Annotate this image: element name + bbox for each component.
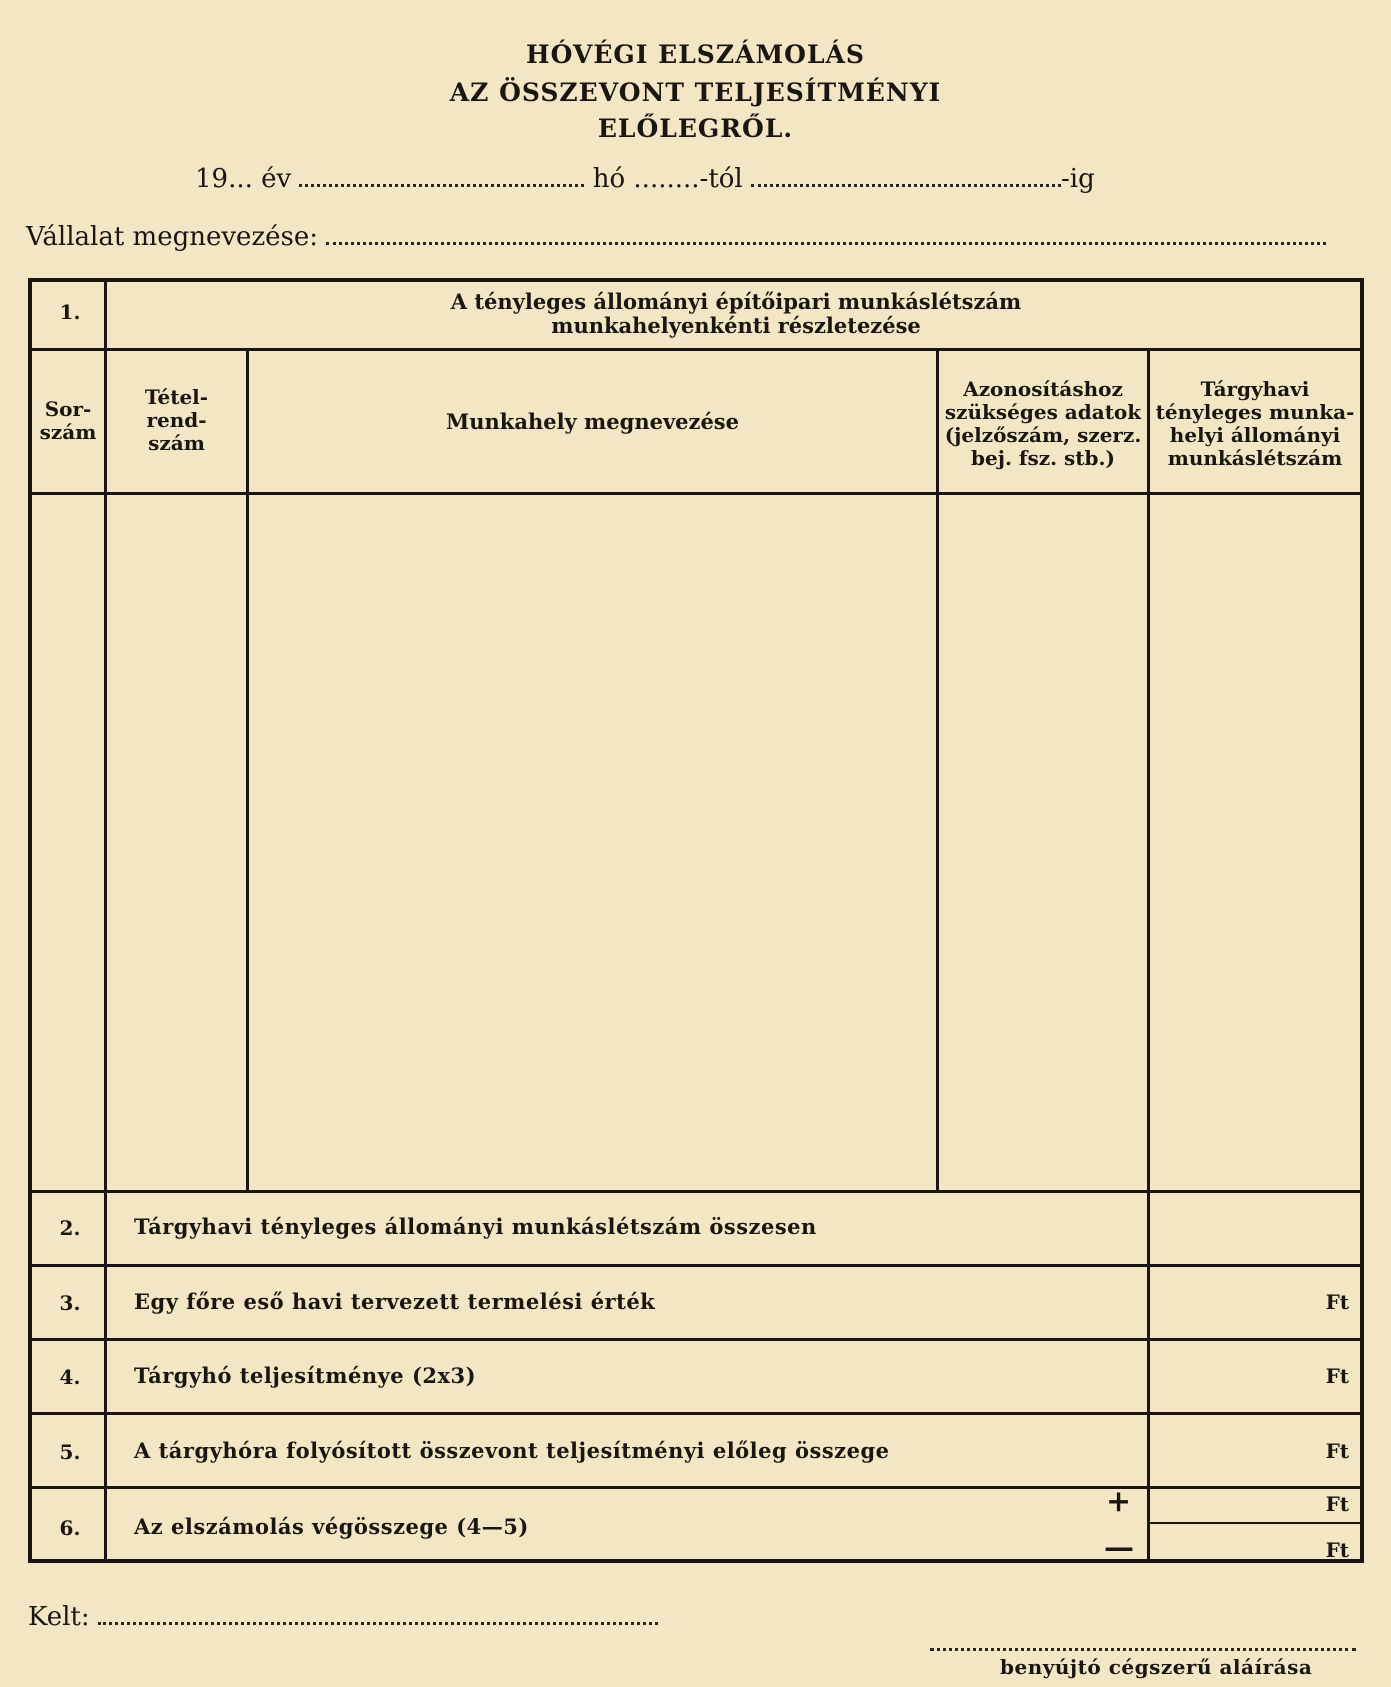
row5-number: 5. [59,1440,81,1464]
period-month: hó [592,164,626,194]
col-targyhavi-line3: helyi állományi [1169,423,1341,447]
form-title-line2: AZ ÖSSZEVONT TELJESÍTMÉNYI [449,78,942,107]
section1-number: 1. [59,300,81,324]
row2-value-field[interactable] [1150,1194,1360,1264]
divider-row3 [32,1264,1360,1267]
col-targyhavi-line2: tényleges munka- [1155,400,1355,424]
col-tetel-line2: rend- [146,408,207,432]
period-from-suffix: ........-tól [633,164,743,194]
divider-row4 [32,1338,1360,1341]
entry-area[interactable] [107,495,1357,1190]
period-year: 19... év [195,164,292,194]
row4-label: Tárgyhó teljesítménye (2x3) [134,1363,477,1388]
divider-row5 [32,1412,1360,1415]
section1-title-line2: munkahelyenkénti részletezése [551,313,921,338]
divider-header [32,348,1360,351]
col-munkahely: Munkahely megnevezése [446,409,739,434]
section1-title-line1: A tényleges állományi építőipari munkáslétszám [450,289,1022,314]
divider-plus-minus [1147,1522,1360,1524]
row3-unit: Ft [1325,1290,1349,1314]
signature-field[interactable] [930,1648,1356,1651]
row3-label: Egy főre eső havi tervezett termelési érték [134,1289,656,1314]
row2-label: Tárgyhavi tényleges állományi munkáslétszám összesen [134,1214,817,1239]
date-label: Kelt: [28,1602,90,1632]
date-field[interactable] [98,1622,658,1625]
period-line [195,164,1095,194]
row4-unit: Ft [1325,1364,1349,1388]
form-title-line3: ELŐLEGRŐL. [597,114,794,143]
col-azonositas-line1: Azonosításhoz [963,377,1123,401]
signature-label: benyújtó cégszerű aláírása [1000,1655,1313,1679]
col-azonositas-line2: szükséges adatok [944,400,1142,424]
row6-unit-minus: Ft [1325,1538,1349,1562]
company-name-field[interactable] [326,242,1326,245]
col-tetel-line1: Tétel- [144,385,209,409]
col-targyhavi-line1: Tárgyhavi [1200,377,1310,401]
date-line [28,1602,658,1632]
company-line [26,222,1326,252]
row6-label: Az elszámolás végösszege (4—5) [134,1514,529,1539]
row5-label: A tárgyhóra folyósított összevont teljesítményi előleg összege [134,1438,890,1463]
row6-number: 6. [59,1516,81,1540]
col-sorszam-line2: szám [39,420,97,444]
col-tetel-line3: szám [148,431,205,455]
period-to-field[interactable] [751,184,1061,187]
col-targyhavi-line4: munkáslétszám [1167,446,1343,470]
company-label: Vállalat megnevezése: [26,222,319,252]
col-azonositas-line3: (jelzőszám, szerz. [944,423,1142,447]
minus-sign: — [1104,1530,1134,1565]
col-sorszam-line1: Sor- [44,397,92,421]
row2-number: 2. [59,1216,81,1240]
form-title-line1: HÓVÉGI ELSZÁMOLÁS [526,40,865,69]
divider-row6 [32,1486,1360,1489]
row4-number: 4. [59,1365,81,1389]
plus-sign: + [1106,1484,1132,1519]
col-azonositas-line4: bej. fsz. stb.) [971,446,1115,470]
period-from-field[interactable] [299,184,584,187]
row5-unit: Ft [1325,1439,1349,1463]
row6-unit-plus: Ft [1325,1492,1349,1516]
row3-number: 3. [59,1291,81,1315]
divider-row2 [32,1190,1360,1193]
period-to-suffix: -ig [1061,164,1095,194]
